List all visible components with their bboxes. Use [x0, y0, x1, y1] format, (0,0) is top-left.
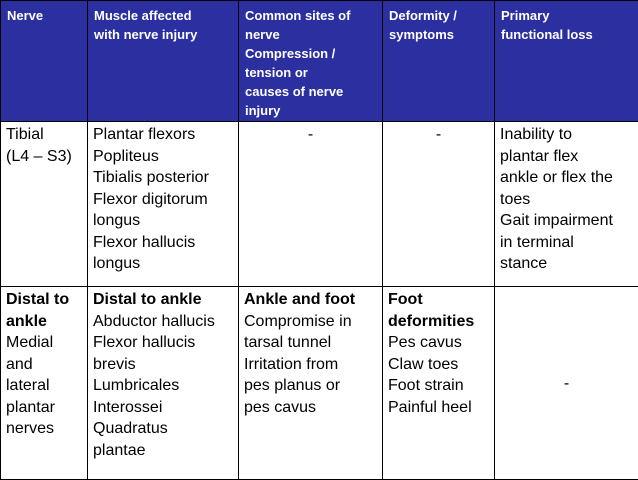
cell-functional-loss: - [495, 287, 638, 480]
header-common-sites: Common sites of nerve Compression / tension or causes of nerve injury [239, 1, 383, 122]
table-header-row [1, 1, 638, 122]
cell-deformity: Foot deformities Pes cavus Claw toes Foot strain Painful heel [383, 287, 495, 480]
table-row [1, 287, 638, 480]
cell-sites-title: Ankle and foot [244, 289, 377, 311]
cell-sites: Ankle and foot Compromise in tarsal tunnel Irritation from pes planus or pes cavus [239, 287, 383, 480]
cell-nerve: Distal to ankle Medial and lateral plantar nerves [1, 287, 88, 480]
header-functional-loss: Primary functional loss [495, 1, 638, 122]
cell-muscles-title: Distal to ankle [93, 289, 233, 311]
cell-muscles: Plantar flexors Popliteus Tibialis posterior Flexor digitorum longus Flexor hallucis longus [88, 122, 239, 287]
cell-sites: - [239, 122, 383, 287]
cell-nerve-title: Distal to ankle [6, 289, 82, 332]
header-muscle-affected: Muscle affected with nerve injury [88, 1, 239, 122]
cell-nerve: Tibial (L4 – S3) [1, 122, 88, 287]
table-row [1, 122, 638, 287]
header-deformity: Deformity / symptoms [383, 1, 495, 122]
cell-deformity-title: Foot deformities [388, 289, 489, 332]
cell-muscles: Distal to ankle Abductor hallucis Flexor hallucis brevis Lumbricales Interossei Quadratus plantae [88, 287, 239, 480]
cell-functional-loss: Inability to plantar flex ankle or flex the toes Gait impairment in terminal stance [495, 122, 638, 287]
header-nerve: Nerve [1, 1, 88, 122]
cell-deformity: - [383, 122, 495, 287]
